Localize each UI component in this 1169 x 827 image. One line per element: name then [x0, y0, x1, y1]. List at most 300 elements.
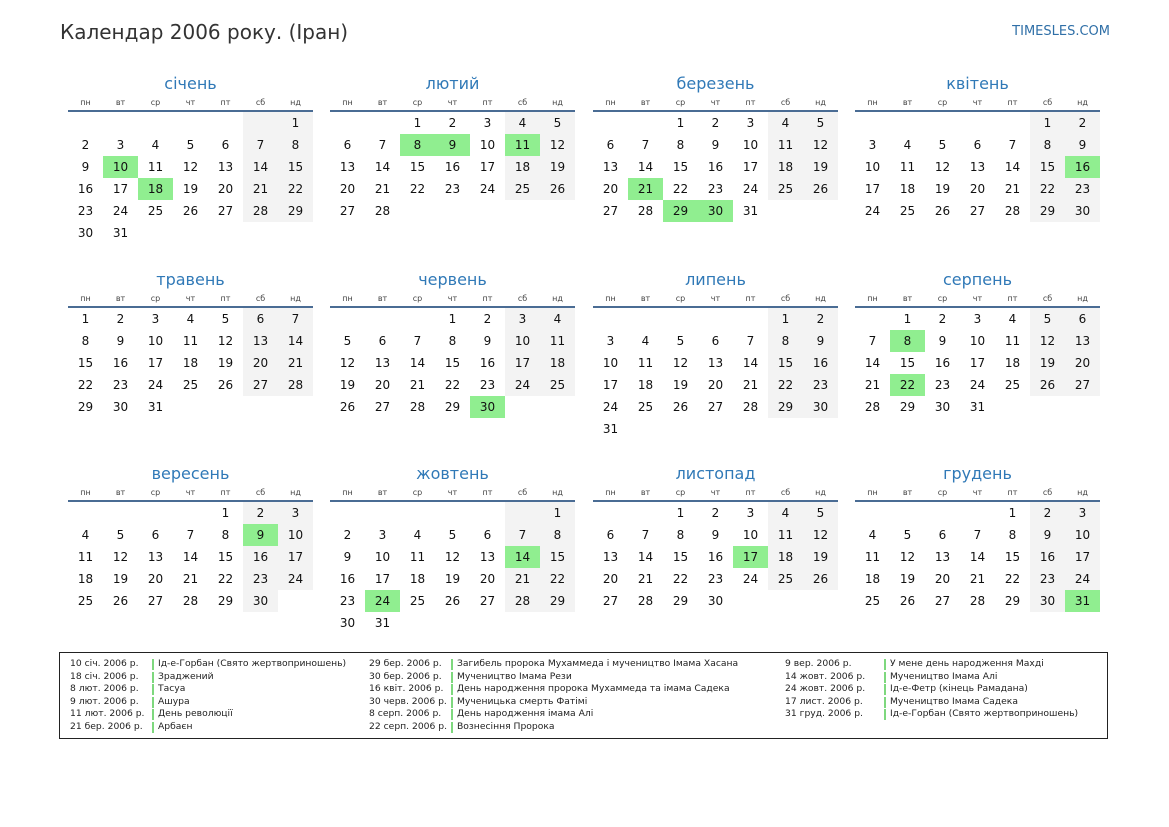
day-cell[interactable]: 3	[505, 308, 540, 330]
day-cell[interactable]: 24	[742, 182, 759, 196]
day-cell[interactable]: 18	[637, 378, 654, 392]
day-cell[interactable]: 3	[606, 334, 615, 348]
day-cell[interactable]: 1	[448, 312, 457, 326]
day-cell[interactable]: 4	[186, 312, 195, 326]
day-cell[interactable]: 31	[374, 616, 391, 630]
day-cell[interactable]: 14	[374, 160, 391, 174]
day-cell[interactable]: 18	[864, 572, 881, 586]
day-cell[interactable]: 22	[444, 378, 461, 392]
day-cell[interactable]: 4	[81, 528, 90, 542]
day-cell[interactable]: 25	[768, 568, 803, 590]
day-cell[interactable]: 16	[1030, 546, 1065, 568]
day-cell[interactable]: 10	[479, 138, 496, 152]
day-cell[interactable]: 30	[698, 200, 733, 222]
day-cell[interactable]: 31	[969, 400, 986, 414]
day-cell[interactable]: 16	[803, 352, 838, 374]
day-cell[interactable]: 30	[934, 400, 951, 414]
day-cell[interactable]: 25	[505, 178, 540, 200]
day-cell[interactable]: 19	[339, 378, 356, 392]
day-cell[interactable]: 4	[505, 112, 540, 134]
day-cell[interactable]: 29	[768, 396, 803, 418]
day-cell[interactable]: 31	[147, 400, 164, 414]
day-cell[interactable]: 26	[803, 568, 838, 590]
day-cell[interactable]: 12	[899, 550, 916, 564]
day-cell[interactable]: 11	[864, 550, 881, 564]
day-cell[interactable]: 14	[1004, 160, 1021, 174]
day-cell[interactable]: 4	[768, 502, 803, 524]
day-cell[interactable]: 5	[221, 312, 230, 326]
day-cell[interactable]: 23	[112, 378, 129, 392]
day-cell[interactable]: 3	[973, 312, 982, 326]
day-cell[interactable]: 9	[711, 138, 720, 152]
day-cell[interactable]: 8	[1030, 134, 1065, 156]
day-cell[interactable]: 24	[602, 400, 619, 414]
day-cell[interactable]: 16	[707, 160, 724, 174]
day-cell[interactable]: 28	[243, 200, 278, 222]
day-cell[interactable]: 10	[505, 330, 540, 352]
day-cell[interactable]: 28	[1004, 204, 1021, 218]
day-cell[interactable]: 6	[343, 138, 352, 152]
day-cell[interactable]: 11	[637, 356, 654, 370]
day-cell[interactable]: 23	[1030, 568, 1065, 590]
day-cell[interactable]: 12	[672, 356, 689, 370]
day-cell[interactable]: 29	[1004, 594, 1021, 608]
day-cell[interactable]: 4	[768, 112, 803, 134]
day-cell[interactable]: 8	[890, 330, 925, 352]
day-cell[interactable]: 16	[1065, 156, 1100, 178]
day-cell[interactable]: 5	[803, 112, 838, 134]
day-cell[interactable]: 16	[479, 356, 496, 370]
day-cell[interactable]: 7	[1008, 138, 1017, 152]
day-cell[interactable]: 1	[81, 312, 90, 326]
day-cell[interactable]: 30	[243, 590, 278, 612]
day-cell[interactable]: 21	[969, 572, 986, 586]
day-cell[interactable]: 8	[448, 334, 457, 348]
day-cell[interactable]: 7	[413, 334, 422, 348]
day-cell[interactable]: 27	[147, 594, 164, 608]
day-cell[interactable]: 11	[409, 550, 426, 564]
day-cell[interactable]: 27	[707, 400, 724, 414]
day-cell[interactable]: 8	[221, 528, 230, 542]
day-cell[interactable]: 18	[182, 356, 199, 370]
day-cell[interactable]: 25	[637, 400, 654, 414]
day-cell[interactable]: 24	[479, 182, 496, 196]
day-cell[interactable]: 2	[803, 308, 838, 330]
day-cell[interactable]: 5	[676, 334, 685, 348]
day-cell[interactable]: 8	[676, 528, 685, 542]
day-cell[interactable]: 2	[448, 116, 457, 130]
day-cell[interactable]: 9	[803, 330, 838, 352]
day-cell[interactable]: 11	[768, 134, 803, 156]
day-cell[interactable]: 19	[112, 572, 129, 586]
day-cell[interactable]: 9	[711, 528, 720, 542]
day-cell[interactable]: 30	[112, 400, 129, 414]
day-cell[interactable]: 11	[540, 330, 575, 352]
day-cell[interactable]: 20	[217, 182, 234, 196]
day-cell[interactable]: 2	[711, 116, 720, 130]
day-cell[interactable]: 10	[742, 528, 759, 542]
day-cell[interactable]: 7	[505, 524, 540, 546]
day-cell[interactable]: 19	[934, 182, 951, 196]
day-cell[interactable]: 14	[182, 550, 199, 564]
day-cell[interactable]: 4	[540, 308, 575, 330]
day-cell[interactable]: 1	[1008, 506, 1017, 520]
day-cell[interactable]: 10	[864, 160, 881, 174]
day-cell[interactable]: 15	[899, 356, 916, 370]
day-cell[interactable]: 16	[707, 550, 724, 564]
day-cell[interactable]: 29	[899, 400, 916, 414]
day-cell[interactable]: 23	[707, 182, 724, 196]
day-cell[interactable]: 24	[1065, 568, 1100, 590]
day-cell[interactable]: 26	[217, 378, 234, 392]
day-cell[interactable]: 9	[81, 160, 90, 174]
day-cell[interactable]: 18	[505, 156, 540, 178]
day-cell[interactable]: 26	[803, 178, 838, 200]
day-cell[interactable]: 6	[606, 138, 615, 152]
day-cell[interactable]: 18	[77, 572, 94, 586]
day-cell[interactable]: 23	[803, 374, 838, 396]
day-cell[interactable]: 20	[602, 182, 619, 196]
day-cell[interactable]: 20	[707, 378, 724, 392]
day-cell[interactable]: 4	[151, 138, 160, 152]
day-cell[interactable]: 22	[1030, 178, 1065, 200]
day-cell[interactable]: 1	[1030, 112, 1065, 134]
day-cell[interactable]: 7	[641, 528, 650, 542]
day-cell[interactable]: 28	[409, 400, 426, 414]
day-cell[interactable]: 25	[77, 594, 94, 608]
day-cell[interactable]: 2	[1065, 112, 1100, 134]
day-cell[interactable]: 25	[1004, 378, 1021, 392]
day-cell[interactable]: 21	[182, 572, 199, 586]
day-cell[interactable]: 6	[938, 528, 947, 542]
day-cell[interactable]: 28	[969, 594, 986, 608]
day-cell[interactable]: 16	[77, 182, 94, 196]
day-cell[interactable]: 21	[505, 568, 540, 590]
day-cell[interactable]: 19	[803, 546, 838, 568]
day-cell[interactable]: 6	[606, 528, 615, 542]
day-cell[interactable]: 7	[973, 528, 982, 542]
day-cell[interactable]: 3	[868, 138, 877, 152]
day-cell[interactable]: 22	[540, 568, 575, 590]
day-cell[interactable]: 11	[768, 524, 803, 546]
day-cell[interactable]: 19	[182, 182, 199, 196]
day-cell[interactable]: 7	[278, 308, 313, 330]
day-cell[interactable]: 3	[278, 502, 313, 524]
day-cell[interactable]: 4	[641, 334, 650, 348]
day-cell[interactable]: 17	[112, 182, 129, 196]
day-cell[interactable]: 27	[969, 204, 986, 218]
day-cell[interactable]: 1	[278, 112, 313, 134]
day-cell[interactable]: 14	[637, 160, 654, 174]
day-cell[interactable]: 7	[378, 138, 387, 152]
day-cell[interactable]: 22	[409, 182, 426, 196]
day-cell[interactable]: 24	[112, 204, 129, 218]
day-cell[interactable]: 29	[663, 200, 698, 222]
day-cell[interactable]: 26	[899, 594, 916, 608]
day-cell[interactable]: 19	[899, 572, 916, 586]
day-cell[interactable]: 13	[707, 356, 724, 370]
day-cell[interactable]: 5	[938, 138, 947, 152]
day-cell[interactable]: 25	[864, 594, 881, 608]
day-cell[interactable]: 30	[470, 396, 505, 418]
day-cell[interactable]: 22	[77, 378, 94, 392]
day-cell[interactable]: 24	[278, 568, 313, 590]
day-cell[interactable]: 10	[742, 138, 759, 152]
day-cell[interactable]: 19	[1030, 352, 1065, 374]
day-cell[interactable]: 17	[278, 546, 313, 568]
day-cell[interactable]: 13	[602, 160, 619, 174]
day-cell[interactable]: 7	[746, 334, 755, 348]
day-cell[interactable]: 18	[899, 182, 916, 196]
day-cell[interactable]: 23	[243, 568, 278, 590]
day-cell[interactable]: 29	[278, 200, 313, 222]
day-cell[interactable]: 16	[112, 356, 129, 370]
day-cell[interactable]: 17	[969, 356, 986, 370]
day-cell[interactable]: 15	[77, 356, 94, 370]
day-cell[interactable]: 2	[711, 506, 720, 520]
day-cell[interactable]: 10	[103, 156, 138, 178]
day-cell[interactable]: 17	[505, 352, 540, 374]
day-cell[interactable]: 23	[77, 204, 94, 218]
day-cell[interactable]: 29	[672, 594, 689, 608]
day-cell[interactable]: 2	[243, 502, 278, 524]
day-cell[interactable]: 13	[1065, 330, 1100, 352]
day-cell[interactable]: 14	[409, 356, 426, 370]
day-cell[interactable]: 9	[1030, 524, 1065, 546]
day-cell[interactable]: 29	[77, 400, 94, 414]
day-cell[interactable]: 20	[147, 572, 164, 586]
day-cell[interactable]: 17	[864, 182, 881, 196]
day-cell[interactable]: 22	[768, 374, 803, 396]
day-cell[interactable]: 27	[339, 204, 356, 218]
day-cell[interactable]: 27	[602, 204, 619, 218]
day-cell[interactable]: 22	[672, 182, 689, 196]
day-cell[interactable]: 27	[1065, 374, 1100, 396]
day-cell[interactable]: 28	[374, 204, 391, 218]
day-cell[interactable]: 5	[448, 528, 457, 542]
day-cell[interactable]: 20	[969, 182, 986, 196]
day-cell[interactable]: 2	[343, 528, 352, 542]
day-cell[interactable]: 27	[934, 594, 951, 608]
day-cell[interactable]: 30	[339, 616, 356, 630]
day-cell[interactable]: 21	[243, 178, 278, 200]
day-cell[interactable]: 26	[672, 400, 689, 414]
day-cell[interactable]: 8	[540, 524, 575, 546]
day-cell[interactable]: 15	[409, 160, 426, 174]
day-cell[interactable]: 21	[374, 182, 391, 196]
day-cell[interactable]: 27	[479, 594, 496, 608]
day-cell[interactable]: 3	[746, 116, 755, 130]
day-cell[interactable]: 28	[637, 594, 654, 608]
day-cell[interactable]: 31	[112, 226, 129, 240]
day-cell[interactable]: 22	[217, 572, 234, 586]
day-cell[interactable]: 30	[77, 226, 94, 240]
day-cell[interactable]: 21	[742, 378, 759, 392]
day-cell[interactable]: 17	[147, 356, 164, 370]
day-cell[interactable]: 29	[1030, 200, 1065, 222]
day-cell[interactable]: 21	[628, 178, 663, 200]
day-cell[interactable]: 5	[1030, 308, 1065, 330]
day-cell[interactable]: 15	[768, 352, 803, 374]
day-cell[interactable]: 19	[672, 378, 689, 392]
day-cell[interactable]: 11	[505, 134, 540, 156]
day-cell[interactable]: 12	[803, 524, 838, 546]
day-cell[interactable]: 23	[934, 378, 951, 392]
day-cell[interactable]: 17	[374, 572, 391, 586]
day-cell[interactable]: 15	[1004, 550, 1021, 564]
day-cell[interactable]: 20	[243, 352, 278, 374]
day-cell[interactable]: 6	[151, 528, 160, 542]
day-cell[interactable]: 10	[147, 334, 164, 348]
day-cell[interactable]: 2	[938, 312, 947, 326]
day-cell[interactable]: 15	[672, 550, 689, 564]
day-cell[interactable]: 14	[864, 356, 881, 370]
day-cell[interactable]: 7	[186, 528, 195, 542]
day-cell[interactable]: 11	[147, 160, 164, 174]
day-cell[interactable]: 16	[444, 160, 461, 174]
day-cell[interactable]: 30	[803, 396, 838, 418]
day-cell[interactable]: 10	[1065, 524, 1100, 546]
day-cell[interactable]: 26	[339, 400, 356, 414]
day-cell[interactable]: 25	[540, 374, 575, 396]
day-cell[interactable]: 21	[637, 572, 654, 586]
day-cell[interactable]: 4	[868, 528, 877, 542]
day-cell[interactable]: 15	[217, 550, 234, 564]
day-cell[interactable]: 23	[339, 594, 356, 608]
day-cell[interactable]: 2	[483, 312, 492, 326]
day-cell[interactable]: 21	[409, 378, 426, 392]
day-cell[interactable]: 19	[540, 156, 575, 178]
day-cell[interactable]: 21	[278, 352, 313, 374]
day-cell[interactable]: 25	[182, 378, 199, 392]
day-cell[interactable]: 29	[217, 594, 234, 608]
day-cell[interactable]: 22	[278, 178, 313, 200]
day-cell[interactable]: 12	[217, 334, 234, 348]
day-cell[interactable]: 24	[365, 590, 400, 612]
day-cell[interactable]: 12	[803, 134, 838, 156]
day-cell[interactable]: 3	[116, 138, 125, 152]
day-cell[interactable]: 14	[278, 330, 313, 352]
day-cell[interactable]: 2	[81, 138, 90, 152]
day-cell[interactable]: 10	[602, 356, 619, 370]
day-cell[interactable]: 1	[676, 116, 685, 130]
day-cell[interactable]: 6	[483, 528, 492, 542]
day-cell[interactable]: 10	[969, 334, 986, 348]
day-cell[interactable]: 17	[602, 378, 619, 392]
day-cell[interactable]: 19	[444, 572, 461, 586]
day-cell[interactable]: 20	[1065, 352, 1100, 374]
day-cell[interactable]: 28	[278, 374, 313, 396]
day-cell[interactable]: 23	[1065, 178, 1100, 200]
day-cell[interactable]: 26	[444, 594, 461, 608]
day-cell[interactable]: 15	[672, 160, 689, 174]
day-cell[interactable]: 31	[1065, 590, 1100, 612]
day-cell[interactable]: 9	[483, 334, 492, 348]
day-cell[interactable]: 5	[803, 502, 838, 524]
day-cell[interactable]: 8	[676, 138, 685, 152]
day-cell[interactable]: 18	[540, 352, 575, 374]
day-cell[interactable]: 8	[768, 330, 803, 352]
day-cell[interactable]: 29	[540, 590, 575, 612]
day-cell[interactable]: 24	[742, 572, 759, 586]
day-cell[interactable]: 11	[77, 550, 94, 564]
site-link[interactable]: TIMESLES.COM	[1012, 24, 1110, 39]
day-cell[interactable]: 16	[243, 546, 278, 568]
day-cell[interactable]: 3	[151, 312, 160, 326]
day-cell[interactable]: 20	[479, 572, 496, 586]
day-cell[interactable]: 10	[278, 524, 313, 546]
day-cell[interactable]: 4	[413, 528, 422, 542]
day-cell[interactable]: 13	[243, 330, 278, 352]
day-cell[interactable]: 10	[374, 550, 391, 564]
day-cell[interactable]: 9	[435, 134, 470, 156]
day-cell[interactable]: 16	[934, 356, 951, 370]
day-cell[interactable]: 6	[711, 334, 720, 348]
day-cell[interactable]: 28	[864, 400, 881, 414]
day-cell[interactable]: 8	[278, 134, 313, 156]
day-cell[interactable]: 21	[1004, 182, 1021, 196]
day-cell[interactable]: 12	[444, 550, 461, 564]
day-cell[interactable]: 13	[339, 160, 356, 174]
day-cell[interactable]: 1	[676, 506, 685, 520]
day-cell[interactable]: 13	[934, 550, 951, 564]
day-cell[interactable]: 22	[672, 572, 689, 586]
day-cell[interactable]: 23	[479, 378, 496, 392]
day-cell[interactable]: 25	[768, 178, 803, 200]
day-cell[interactable]: 6	[378, 334, 387, 348]
day-cell[interactable]: 26	[934, 204, 951, 218]
day-cell[interactable]: 24	[864, 204, 881, 218]
day-cell[interactable]: 6	[973, 138, 982, 152]
day-cell[interactable]: 2	[1030, 502, 1065, 524]
day-cell[interactable]: 13	[602, 550, 619, 564]
day-cell[interactable]: 26	[1030, 374, 1065, 396]
day-cell[interactable]: 18	[768, 156, 803, 178]
day-cell[interactable]: 25	[409, 594, 426, 608]
day-cell[interactable]: 19	[217, 356, 234, 370]
day-cell[interactable]: 3	[378, 528, 387, 542]
day-cell[interactable]: 13	[217, 160, 234, 174]
day-cell[interactable]: 9	[343, 550, 352, 564]
day-cell[interactable]: 11	[182, 334, 199, 348]
day-cell[interactable]: 3	[1065, 502, 1100, 524]
day-cell[interactable]: 20	[934, 572, 951, 586]
day-cell[interactable]: 5	[116, 528, 125, 542]
day-cell[interactable]: 25	[899, 204, 916, 218]
day-cell[interactable]: 20	[374, 378, 391, 392]
day-cell[interactable]: 13	[374, 356, 391, 370]
day-cell[interactable]: 21	[864, 378, 881, 392]
day-cell[interactable]: 12	[1030, 330, 1065, 352]
day-cell[interactable]: 18	[768, 546, 803, 568]
day-cell[interactable]: 30	[707, 594, 724, 608]
day-cell[interactable]: 30	[1065, 200, 1100, 222]
day-cell[interactable]: 28	[182, 594, 199, 608]
day-cell[interactable]: 20	[339, 182, 356, 196]
day-cell[interactable]: 27	[374, 400, 391, 414]
day-cell[interactable]: 24	[147, 378, 164, 392]
day-cell[interactable]: 5	[186, 138, 195, 152]
day-cell[interactable]: 27	[217, 204, 234, 218]
day-cell[interactable]: 5	[903, 528, 912, 542]
day-cell[interactable]: 17	[479, 160, 496, 174]
day-cell[interactable]: 5	[540, 112, 575, 134]
day-cell[interactable]: 23	[444, 182, 461, 196]
day-cell[interactable]: 14	[969, 550, 986, 564]
day-cell[interactable]: 6	[221, 138, 230, 152]
day-cell[interactable]: 29	[444, 400, 461, 414]
day-cell[interactable]: 4	[903, 138, 912, 152]
